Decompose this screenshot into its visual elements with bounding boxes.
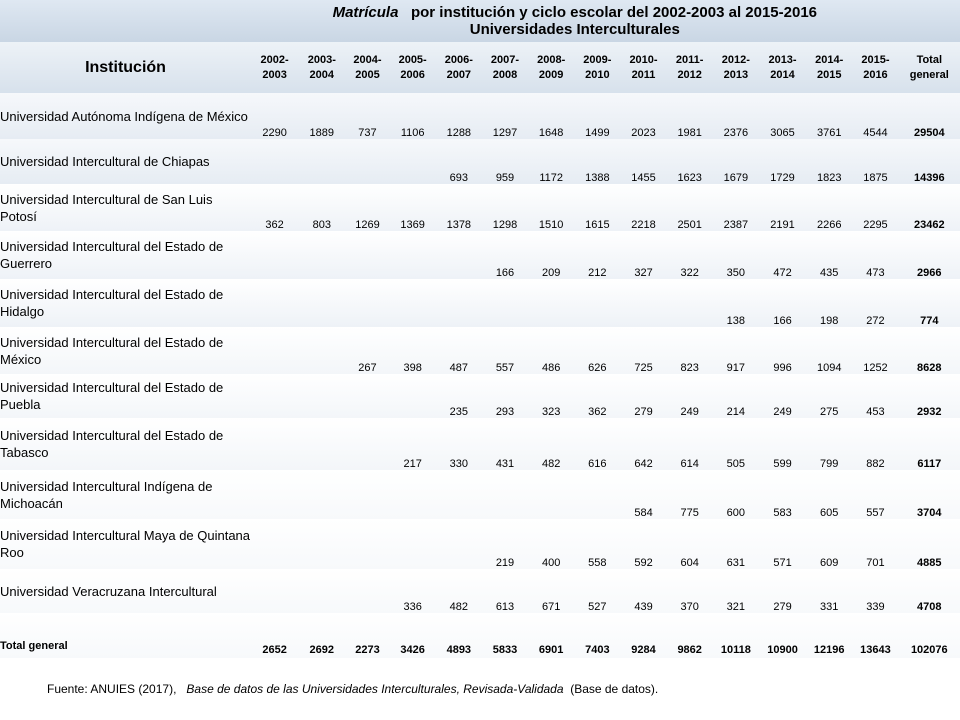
institution-name: Universidad Intercultural del Estado de Hidalgo [0,279,251,327]
enrollment-cell [574,470,620,519]
total-cell: 2273 [345,613,389,658]
institution-name: Universidad Intercultural Maya de Quintana Roo [0,519,251,569]
enrollment-cell: 1679 [713,139,759,184]
enrollment-cell [390,279,436,327]
institution-name: Universidad Autónoma Indígena de México [0,93,251,139]
year-header-line: 2013 [723,68,749,81]
total-cell: 12196 [806,613,852,658]
total-cell: 7403 [574,613,620,658]
institution-name: Universidad Intercultural Indígena de Michoacán [0,470,251,519]
enrollment-cell: 2191 [759,184,806,231]
total-row [0,613,960,658]
enrollment-cell [298,374,345,418]
source-suffix: (Base de datos). [570,682,659,696]
enrollment-cell: 996 [759,327,806,374]
enrollment-cell: 1455 [620,139,666,184]
enrollment-cell: 614 [667,418,713,470]
total-cell: 2692 [298,613,345,658]
year-header-line: 2016 [863,68,888,81]
enrollment-cell: 1252 [852,327,898,374]
enrollment-cell: 613 [482,569,528,613]
enrollment-cell: 557 [852,470,898,519]
institution-name: Universidad Intercultural del Estado de Guerrero [0,231,251,279]
enrollment-cell [298,569,345,613]
enrollment-cell: 331 [806,569,852,613]
table-row [0,93,960,139]
enrollment-cell: 2295 [852,184,898,231]
enrollment-cell: 267 [345,327,389,374]
total-cell: 10118 [713,613,759,658]
year-header-line: 2011 [631,68,656,81]
table-row [0,184,960,231]
year-header [482,42,528,93]
row-total-cell: 29504 [899,93,960,139]
enrollment-cell: 217 [390,418,436,470]
enrollment-cell: 219 [482,519,528,569]
year-header [759,42,806,93]
enrollment-cell [390,519,436,569]
enrollment-cell: 1297 [482,93,528,139]
enrollment-cell [345,139,389,184]
year-header-line: 2006 [400,68,425,81]
row-total-cell: 14396 [899,139,960,184]
institution-name: Universidad Intercultural de San Luis Potosí [0,184,251,231]
enrollment-cell [390,374,436,418]
year-header-line: 2009 [538,68,564,81]
enrollment-cell: 362 [574,374,620,418]
enrollment-cell: 400 [528,519,574,569]
enrollment-cell: 339 [852,569,898,613]
year-header-line: 2004- [353,53,382,66]
enrollment-cell: 558 [574,519,620,569]
total-cell: 2652 [251,613,298,658]
enrollment-cell: 505 [713,418,759,470]
year-header-line: 2010 [585,68,610,81]
year-header-line: 2007 [446,68,472,81]
enrollment-cell [345,374,389,418]
year-header-line: 2003- [307,53,336,66]
enrollment-cell: 398 [390,327,436,374]
enrollment-cell: 823 [667,327,713,374]
total-cell: 9284 [620,613,666,658]
year-header [806,42,852,93]
title-main: por institución y ciclo escolar del 2002-2003 al 2015-2016 [410,4,818,21]
table-row [0,374,960,418]
source-prefix: Fuente: ANUIES (2017), [47,682,177,696]
table-row [0,231,960,279]
year-header-line: 2015 [816,68,842,81]
enrollment-cell: 272 [852,279,898,327]
row-total-cell: 4885 [899,519,960,569]
table-row [0,470,960,519]
institution-name: Universidad Intercultural del Estado de Puebla [0,374,251,418]
enrollment-cell: 350 [713,231,759,279]
enrollment-cell [251,231,298,279]
institution-header: Institución [0,42,251,93]
enrollment-cell: 592 [620,519,666,569]
year-header-line: 2011- [675,53,704,66]
enrollment-cell: 249 [667,374,713,418]
enrollment-cell [574,279,620,327]
enrollment-cell: 775 [667,470,713,519]
enrollment-cell: 571 [759,519,806,569]
total-label: Total general [0,613,251,658]
table-row [0,519,960,569]
enrollment-cell [251,139,298,184]
enrollment-cell: 642 [620,418,666,470]
year-header-line: 2015- [861,53,890,66]
enrollment-cell [345,279,389,327]
enrollment-cell [345,519,389,569]
enrollment-cell: 2376 [713,93,759,139]
enrollment-cell: 959 [482,139,528,184]
enrollment-cell: 583 [759,470,806,519]
title-corner-cell [0,0,251,42]
enrollment-cell: 671 [528,569,574,613]
enrollment-cell: 2218 [620,184,666,231]
year-header-line: 2003 [262,68,287,81]
enrollment-cell: 882 [852,418,898,470]
enrollment-cell [390,470,436,519]
enrollment-cell: 616 [574,418,620,470]
enrollment-cell: 599 [759,418,806,470]
institution-name: Universidad Veracruzana Intercultural [0,569,251,613]
enrollment-cell: 1823 [806,139,852,184]
row-total-cell: 6117 [899,418,960,470]
enrollment-cell: 725 [620,327,666,374]
enrollment-cell: 431 [482,418,528,470]
enrollment-cell [298,231,345,279]
enrollment-cell: 557 [482,327,528,374]
enrollment-cell: 1172 [528,139,574,184]
enrollment-cell: 138 [713,279,759,327]
table-title [251,0,899,42]
year-header-line: 2005- [398,53,427,66]
enrollment-cell: 2387 [713,184,759,231]
row-total-cell: 3704 [899,470,960,519]
enrollment-cell: 737 [345,93,389,139]
enrollment-cell: 473 [852,231,898,279]
enrollment-cell: 1378 [436,184,482,231]
year-header-line: 2005 [355,68,380,81]
institution-name: Universidad Intercultural del Estado de Tabasco [0,418,251,470]
table-body [0,93,960,658]
year-header-line: 2008 [492,68,518,81]
enrollment-cell [390,231,436,279]
year-header [528,42,574,93]
enrollment-cell: 1615 [574,184,620,231]
enrollment-cell [345,418,389,470]
total-cell: 5833 [482,613,528,658]
enrollment-cell: 166 [759,279,806,327]
table-row [0,139,960,184]
enrollment-cell: 322 [667,231,713,279]
enrollment-cell [620,279,666,327]
source-title: Base de datos de las Universidades Interculturales, Revisada-Validada [186,682,564,696]
enrollment-cell: 275 [806,374,852,418]
enrollment-cell: 2290 [251,93,298,139]
enrollment-cell: 527 [574,569,620,613]
total-cell: 9862 [667,613,713,658]
title-row [0,0,960,42]
enrollment-cell: 584 [620,470,666,519]
enrollment-cell: 235 [436,374,482,418]
table-row [0,569,960,613]
enrollment-cell: 605 [806,470,852,519]
enrollment-cell: 330 [436,418,482,470]
enrollment-cell: 1298 [482,184,528,231]
total-header [899,42,960,93]
title-subtitle: Universidades Interculturales [469,21,680,38]
enrollment-cell [345,231,389,279]
enrollment-cell: 198 [806,279,852,327]
enrollment-cell: 323 [528,374,574,418]
source-note [47,682,658,696]
total-header-line: general [909,68,949,81]
enrollment-cell: 293 [482,374,528,418]
title-italic: Matrícula [332,4,399,21]
year-header-line: 2012- [721,53,750,66]
enrollment-cell: 336 [390,569,436,613]
enrollment-cell: 1729 [759,139,806,184]
year-header-line: 2010- [629,53,658,66]
enrollment-cell: 1648 [528,93,574,139]
row-total-cell: 774 [899,279,960,327]
enrollment-cell: 214 [713,374,759,418]
year-header [345,42,389,93]
total-header-line: Total [916,53,943,66]
enrollment-cell: 482 [436,569,482,613]
institution-name: Universidad Intercultural de Chiapas [0,139,251,184]
enrollment-cell: 1889 [298,93,345,139]
row-total-cell: 4708 [899,569,960,613]
year-header-line: 2009- [583,53,612,66]
year-header [667,42,713,93]
enrollment-cell: 482 [528,418,574,470]
enrollment-cell: 362 [251,184,298,231]
enrollment-cell: 1369 [390,184,436,231]
enrollment-cell [345,470,389,519]
row-total-cell: 2932 [899,374,960,418]
enrollment-cell: 3761 [806,93,852,139]
year-header [251,42,298,93]
enrollment-cell: 279 [759,569,806,613]
enrollment-cell: 631 [713,519,759,569]
enrollment-cell [436,519,482,569]
enrollment-cell: 1875 [852,139,898,184]
year-header [713,42,759,93]
title-corner-cell-right [899,0,960,42]
year-header-line: 2014 [770,68,795,81]
enrollment-cell [436,231,482,279]
enrollment-cell: 693 [436,139,482,184]
enrollment-cell [251,569,298,613]
enrollment-cell [298,418,345,470]
enrollment-cell: 609 [806,519,852,569]
enrollment-cell [667,279,713,327]
enrollment-cell: 279 [620,374,666,418]
year-header-line: 2013- [768,53,797,66]
enrollment-cell: 600 [713,470,759,519]
year-header [574,42,620,93]
year-header-line: 2008- [537,53,566,66]
enrollment-cell: 604 [667,519,713,569]
total-cell: 4893 [436,613,482,658]
enrollment-cell: 1981 [667,93,713,139]
enrollment-cell [482,279,528,327]
enrollment-cell: 1094 [806,327,852,374]
enrollment-cell: 626 [574,327,620,374]
enrollment-cell: 1499 [574,93,620,139]
table-row [0,327,960,374]
enrollment-cell: 799 [806,418,852,470]
enrollment-cell: 487 [436,327,482,374]
year-header-line: 2006- [444,53,473,66]
year-header-line: 2002- [260,53,289,66]
enrollment-cell: 1288 [436,93,482,139]
row-total-cell: 23462 [899,184,960,231]
year-header [852,42,898,93]
enrollment-cell [345,569,389,613]
enrollment-cell [390,139,436,184]
enrollment-cell: 486 [528,327,574,374]
year-header [620,42,666,93]
enrollment-cell [528,279,574,327]
header-row [0,42,960,93]
enrollment-cell: 453 [852,374,898,418]
enrollment-cell [528,470,574,519]
table-row [0,418,960,470]
enrollment-cell: 370 [667,569,713,613]
enrollment-cell [298,519,345,569]
enrollment-cell [251,327,298,374]
enrollment-cell: 1510 [528,184,574,231]
enrollment-cell: 1623 [667,139,713,184]
year-header-line: 2012 [677,68,702,81]
enrollment-cell: 212 [574,231,620,279]
total-cell: 10900 [759,613,806,658]
enrollment-cell [298,279,345,327]
year-header-line: 2014- [815,53,844,66]
enrollment-cell [251,418,298,470]
enrollment-cell [251,470,298,519]
enrollment-cell: 4544 [852,93,898,139]
enrollment-cell: 327 [620,231,666,279]
enrollment-cell [482,470,528,519]
institution-name: Universidad Intercultural del Estado de México [0,327,251,374]
enrollment-cell: 917 [713,327,759,374]
year-header [436,42,482,93]
year-header-line: 2004 [309,68,335,81]
enrollment-cell [251,279,298,327]
year-header-line: 2007- [490,53,520,66]
year-header [298,42,345,93]
enrollment-cell: 166 [482,231,528,279]
enrollment-cell: 2501 [667,184,713,231]
enrollment-cell [251,374,298,418]
row-total-cell: 2966 [899,231,960,279]
enrollment-cell: 1106 [390,93,436,139]
enrollment-cell: 209 [528,231,574,279]
enrollment-cell: 803 [298,184,345,231]
enrollment-cell: 3065 [759,93,806,139]
enrollment-cell [251,519,298,569]
enrollment-cell: 472 [759,231,806,279]
row-total-cell: 8628 [899,327,960,374]
enrollment-cell: 1388 [574,139,620,184]
enrollment-cell [298,139,345,184]
enrollment-cell: 435 [806,231,852,279]
enrollment-cell: 1269 [345,184,389,231]
enrollment-cell: 701 [852,519,898,569]
enrollment-cell [436,470,482,519]
enrollment-cell: 2023 [620,93,666,139]
total-cell: 6901 [528,613,574,658]
table-row [0,279,960,327]
enrollment-cell [298,470,345,519]
year-header [390,42,436,93]
enrollment-cell [436,279,482,327]
total-cell: 13643 [852,613,898,658]
enrollment-cell: 249 [759,374,806,418]
grand-total-cell: 102076 [899,613,960,658]
total-cell: 3426 [390,613,436,658]
enrollment-cell: 439 [620,569,666,613]
enrollment-cell [298,327,345,374]
enrollment-cell: 2266 [806,184,852,231]
enrollment-cell: 321 [713,569,759,613]
